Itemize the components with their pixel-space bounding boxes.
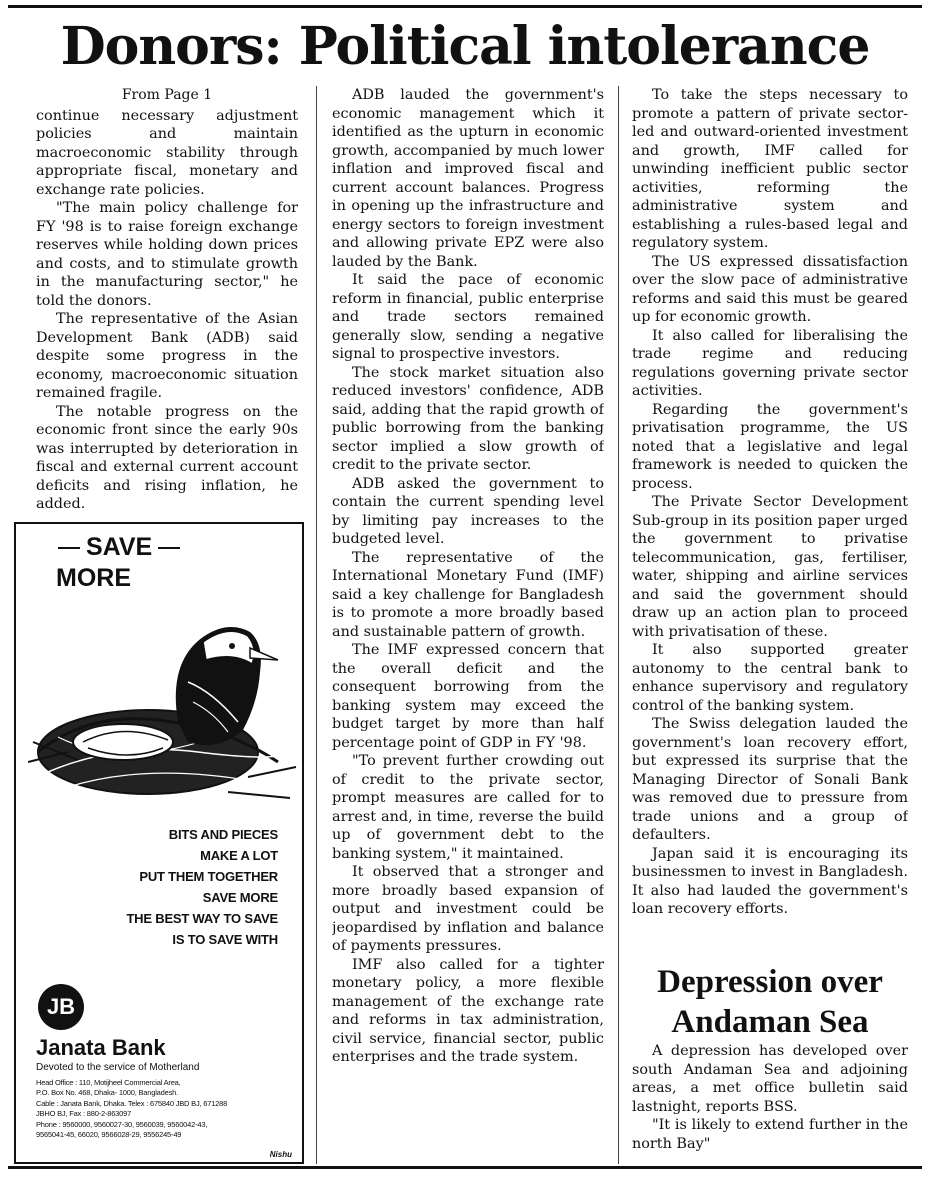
bird-nest-illustration	[28, 602, 298, 812]
janata-bank-logo-icon	[38, 984, 84, 1030]
ad-slogan	[52, 532, 186, 594]
paragraph: Regarding the government's privatisation programme, the US noted that a legislative and legal framework is needed to quicken the process.	[632, 401, 908, 492]
artist-credit: Nishu	[269, 1150, 292, 1159]
paragraph: It said the pace of economic reform in financial, public enterprise and trade sectors remained generally slow, sending a negative signal to prospective investors.	[332, 272, 604, 362]
bottom-rule	[8, 1166, 922, 1169]
ad-copy-line: IS TO SAVE WITH	[172, 932, 278, 947]
paragraph: Japan said it is encouraging its businessmen to invest in Bangladesh. It also had lauded the government's loan recovery efforts.	[632, 845, 908, 917]
paragraph: "The main policy challenge for FY '98 is to raise foreign exchange reserves while holding down prices and costs, and to stimulate growth in the manufacturing sector," he told the donors.	[36, 200, 298, 309]
paragraph: It observed that a stronger and more broadly based expansion of output and investment could be jeopardised by inflation and balance of payments pressures.	[332, 864, 604, 954]
dash-ornament	[158, 547, 180, 549]
paragraph: The stock market situation also reduced investors' confidence, ADB said, adding that the rapid growth of public borrowing from the banking sector implied a slow growth of credit to the private sector.	[332, 364, 604, 473]
paragraph: IMF also called for a tighter monetary policy, a more flexible management of the exchange rate and reforms in tax administration, civil service, financial sector, public enterprises and the trade system.	[332, 956, 604, 1065]
paragraph: The representative of the International Monetary Fund (IMF) said a key challenge for Bangladesh is to promote a more broadly based and sustainable pattern of growth.	[332, 549, 604, 640]
paragraph: "It is likely to extend further in the north Bay"	[632, 1117, 908, 1152]
paragraph: The representative of the Asian Development Bank (ADB) said despite some progress in the economy, macroeconomic situation remained fragile.	[36, 311, 298, 401]
paragraph: A depression has developed over south Andaman Sea and adjoining areas, a met office bulletin said lastnight, reports BSS.	[632, 1043, 908, 1115]
contact-line: Phone : 9560000, 9560027-30, 9560039, 9560042-43,	[36, 1119, 208, 1129]
janata-bank-advertisement	[14, 522, 304, 1164]
ad-copy-line: PUT THEM TOGETHER	[139, 869, 278, 884]
column-1	[36, 86, 298, 516]
ad-copy	[126, 824, 278, 950]
column-divider	[618, 86, 619, 1164]
story2-headline: Depression over Andaman Sea	[657, 964, 883, 1040]
dash-ornament	[58, 547, 80, 549]
paragraph: continue necessary adjustment policies and maintain macroeconomic stability through appropriate fiscal, monetary and exchange rate policies.	[36, 107, 298, 198]
bird-icon	[176, 627, 278, 745]
bank-name: Janata Bank	[36, 1035, 166, 1060]
column-divider	[316, 86, 317, 1164]
contact-line: P.O. Box No. 468, Dhaka- 1000, Bangladesh.	[36, 1088, 178, 1098]
ad-copy-line: THE BEST WAY TO SAVE	[126, 911, 278, 926]
nest-icon	[28, 710, 296, 798]
contact-line: Cable : Janata Bank, Dhaka. Telex : 675840 JBD BJ, 671288	[36, 1098, 228, 1108]
ad-slogan-line: MORE	[56, 564, 131, 592]
paragraph: To take the steps necessary to promote a pattern of private sector-led and outward-oriented investment and growth, IMF called for unwinding inefficient public sector activities, reforming the administrative system and establishing a rules-based legal and regulatory system.	[632, 87, 908, 251]
paragraph: The notable progress on the economic front since the early 90s was interrupted by deterioration in fiscal and external current account deficits and rising inflation, he added.	[36, 403, 298, 512]
ad-copy-line: BITS AND PIECES	[168, 827, 278, 842]
ad-slogan-line: SAVE	[86, 533, 153, 561]
top-rule	[8, 5, 922, 8]
paragraph: The Swiss delegation lauded the government's loan recovery effort, but expressed its surprise that the Managing Director of Sonali Bank was removed due to pressure from trade unions and a group of defaulters.	[632, 716, 908, 843]
ad-copy-line: SAVE MORE	[202, 890, 278, 905]
bank-tagline: Devoted to the service of Motherland	[36, 1062, 200, 1073]
from-page-label: From Page 1	[121, 87, 213, 103]
contact-line: JBHO BJ, Fax : 880-2-863097	[36, 1109, 132, 1119]
logo-text: JB	[46, 994, 76, 1019]
bank-contact	[36, 1078, 292, 1140]
paragraph: The US expressed dissatisfaction over the slow pace of administrative reforms and said this must be geared up for economic growth.	[632, 253, 908, 325]
contact-line: 9565041-45, 66020, 9566028-29, 9556245-49	[36, 1130, 182, 1140]
paragraph: The IMF expressed concern that the overall deficit and the consequent borrowing from the banking system may exceed the budget target by more than half percentage point of GDP in FY '98.	[332, 642, 604, 751]
paragraph: It also called for liberalising the trade regime and reducing regulations governing private sector activities.	[632, 327, 908, 399]
column-2	[332, 86, 604, 1164]
paragraph: ADB lauded the government's economic management which it identified as the upturn in economic growth, accompanied by much lower inflation and improved fiscal and current account balances. Progress in opening up the infrastructure and energy sectors to foreign investment and allowing private EPZ were also lauded by the Bank.	[332, 87, 604, 270]
headline: Donors: Political intolerance	[60, 16, 870, 77]
column-3	[632, 86, 908, 956]
ad-copy-line: MAKE A LOT	[200, 848, 278, 863]
paragraph: ADB asked the government to contain the current spending level by limiting pay increases to the budgeted level.	[332, 475, 604, 547]
contact-line: Head Office : 110, Motijheel Commercial Area,	[36, 1078, 181, 1087]
story2-body	[632, 1042, 908, 1166]
paragraph: It also supported greater autonomy to the central bank to enhance supervisory and regulatory control of the banking system.	[632, 642, 908, 714]
paragraph: "To prevent further crowding out of credit to the private sector, prompt measures are called for to arrest and, in time, reverse the build up of government debt to the banking system," it maintained.	[332, 753, 604, 862]
paragraph: The Private Sector Development Sub-group in its position paper urged the government to privatise telecommunication, gas, fertiliser, water, shipping and airline services and said the government should draw up an action plan to proceed with privatisation of these.	[632, 494, 908, 640]
